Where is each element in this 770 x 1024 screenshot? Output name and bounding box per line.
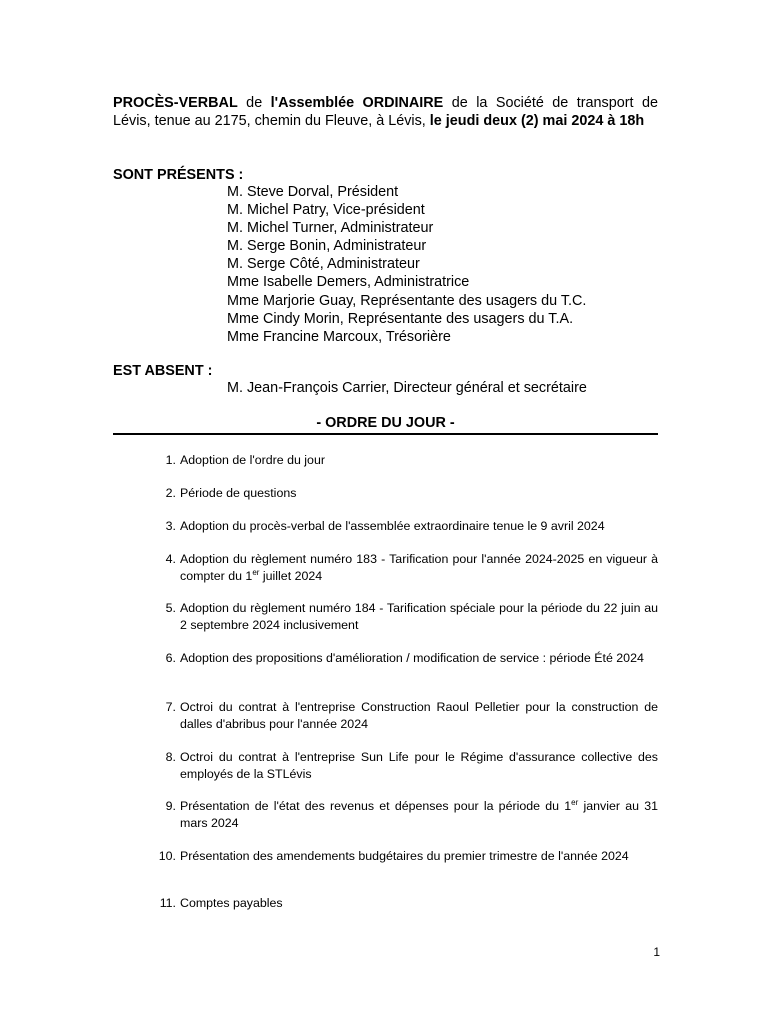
agenda-title: - ORDRE DU JOUR - (316, 415, 455, 431)
agenda-item-number: 1. (165, 453, 176, 467)
agenda-item-text: Octroi du contrat à l'entreprise Construction Raoul Pelletier pour la construction de dalles d'abribus pour l'année 2024 (180, 700, 658, 731)
present-member: M. Serge Côté, Administrateur (227, 256, 420, 273)
agenda-item-number: 8. (165, 750, 176, 764)
agenda-item-text: Comptes payables (180, 896, 283, 910)
ordinal-suffix: er (571, 798, 579, 807)
agenda-item-text (180, 551, 658, 584)
agenda-item-text: Adoption du procès-verbal de l'assemblée extraordinaire tenue le 9 avril 2024 (180, 519, 605, 533)
agenda-item-number: 10. (158, 849, 176, 863)
header-meeting-type: l'Assemblée ORDINAIRE (270, 95, 444, 111)
agenda-item (150, 452, 658, 469)
agenda-item (150, 749, 658, 782)
present-member: Mme Isabelle Demers, Administratrice (227, 274, 470, 291)
agenda-item-number: 5. (165, 601, 176, 615)
agenda-item-number: 2. (165, 486, 176, 500)
agenda-item-number: 7. (165, 700, 176, 714)
absent-list (227, 379, 587, 397)
absent-member: M. Jean-François Carrier, Directeur général et secrétaire (227, 380, 587, 396)
agenda-item (150, 650, 658, 667)
header-text-1: de (237, 95, 271, 111)
minutes-header (113, 94, 658, 130)
agenda-item-text: Adoption des propositions d'amélioration / modification de service : période Été 2024 (180, 651, 644, 665)
agenda-divider (113, 433, 658, 435)
agenda-item-text (180, 798, 658, 831)
absent-label: EST ABSENT : (113, 363, 213, 379)
ordinal-suffix: er (252, 567, 260, 577)
present-member: Mme Francine Marcoux, Trésorière (227, 328, 451, 345)
agenda-item-text: Adoption de l'ordre du jour (180, 453, 325, 467)
agenda-item-number: 3. (165, 519, 176, 533)
present-member: M. Michel Turner, Administrateur (227, 220, 434, 237)
header-text-2: de la Société de transport de Lévis, tenue au 2175, chemin du Fleuve, à Lévis, (113, 95, 658, 129)
present-member: Mme Cindy Morin, Représentante des usagers du T.A. (227, 310, 574, 327)
agenda-item (150, 551, 658, 584)
agenda-item-number: 11. (159, 896, 176, 910)
agenda-item-text: Période de questions (180, 486, 297, 500)
header-doc-type: PROCÈS-VERBAL (113, 95, 238, 111)
agenda-item-number: 9. (165, 799, 176, 813)
agenda-item-text-end: janvier au 31 mars 2024 (180, 799, 658, 830)
agenda-item (150, 895, 658, 912)
agenda-item (150, 798, 658, 831)
present-member: M. Steve Dorval, Président (227, 184, 399, 200)
present-member: M. Serge Bonin, Administrateur (227, 238, 427, 255)
agenda-item (150, 699, 658, 732)
agenda-item (150, 600, 658, 633)
page-number: 1 (653, 945, 660, 959)
agenda-item (150, 518, 658, 535)
agenda-item-text-main: Adoption du règlement numéro 183 - Tarification pour l'année 2024-2025 en vigueur à compter du 1 (180, 552, 658, 583)
agenda-item-text: Octroi du contrat à l'entreprise Sun Life pour le Régime d'assurance collective des employés de la STLévis (180, 750, 658, 781)
agenda-item (150, 485, 658, 502)
header-date: le jeudi deux (2) mai 2024 à 18h (429, 113, 645, 129)
agenda-item-text: Adoption du règlement numéro 184 - Tarification spéciale pour la période du 22 juin au 2 septembre 2024 inclusivement (180, 601, 658, 632)
agenda-item (150, 848, 658, 865)
agenda-item-number: 6. (165, 651, 176, 665)
present-label: SONT PRÉSENTS : (113, 167, 244, 183)
agenda-item-text-main: Présentation de l'état des revenus et dépenses pour la période du 1 (180, 799, 572, 813)
agenda-item-text-end: juillet 2024 (259, 568, 323, 583)
present-member: M. Michel Patry, Vice-président (227, 202, 425, 219)
agenda-item-number: 4. (165, 552, 176, 566)
present-member: Mme Marjorie Guay, Représentante des usagers du T.C. (227, 292, 587, 309)
present-list (227, 183, 586, 346)
agenda-item-text: Présentation des amendements budgétaires du premier trimestre de l'année 2024 (180, 849, 629, 863)
